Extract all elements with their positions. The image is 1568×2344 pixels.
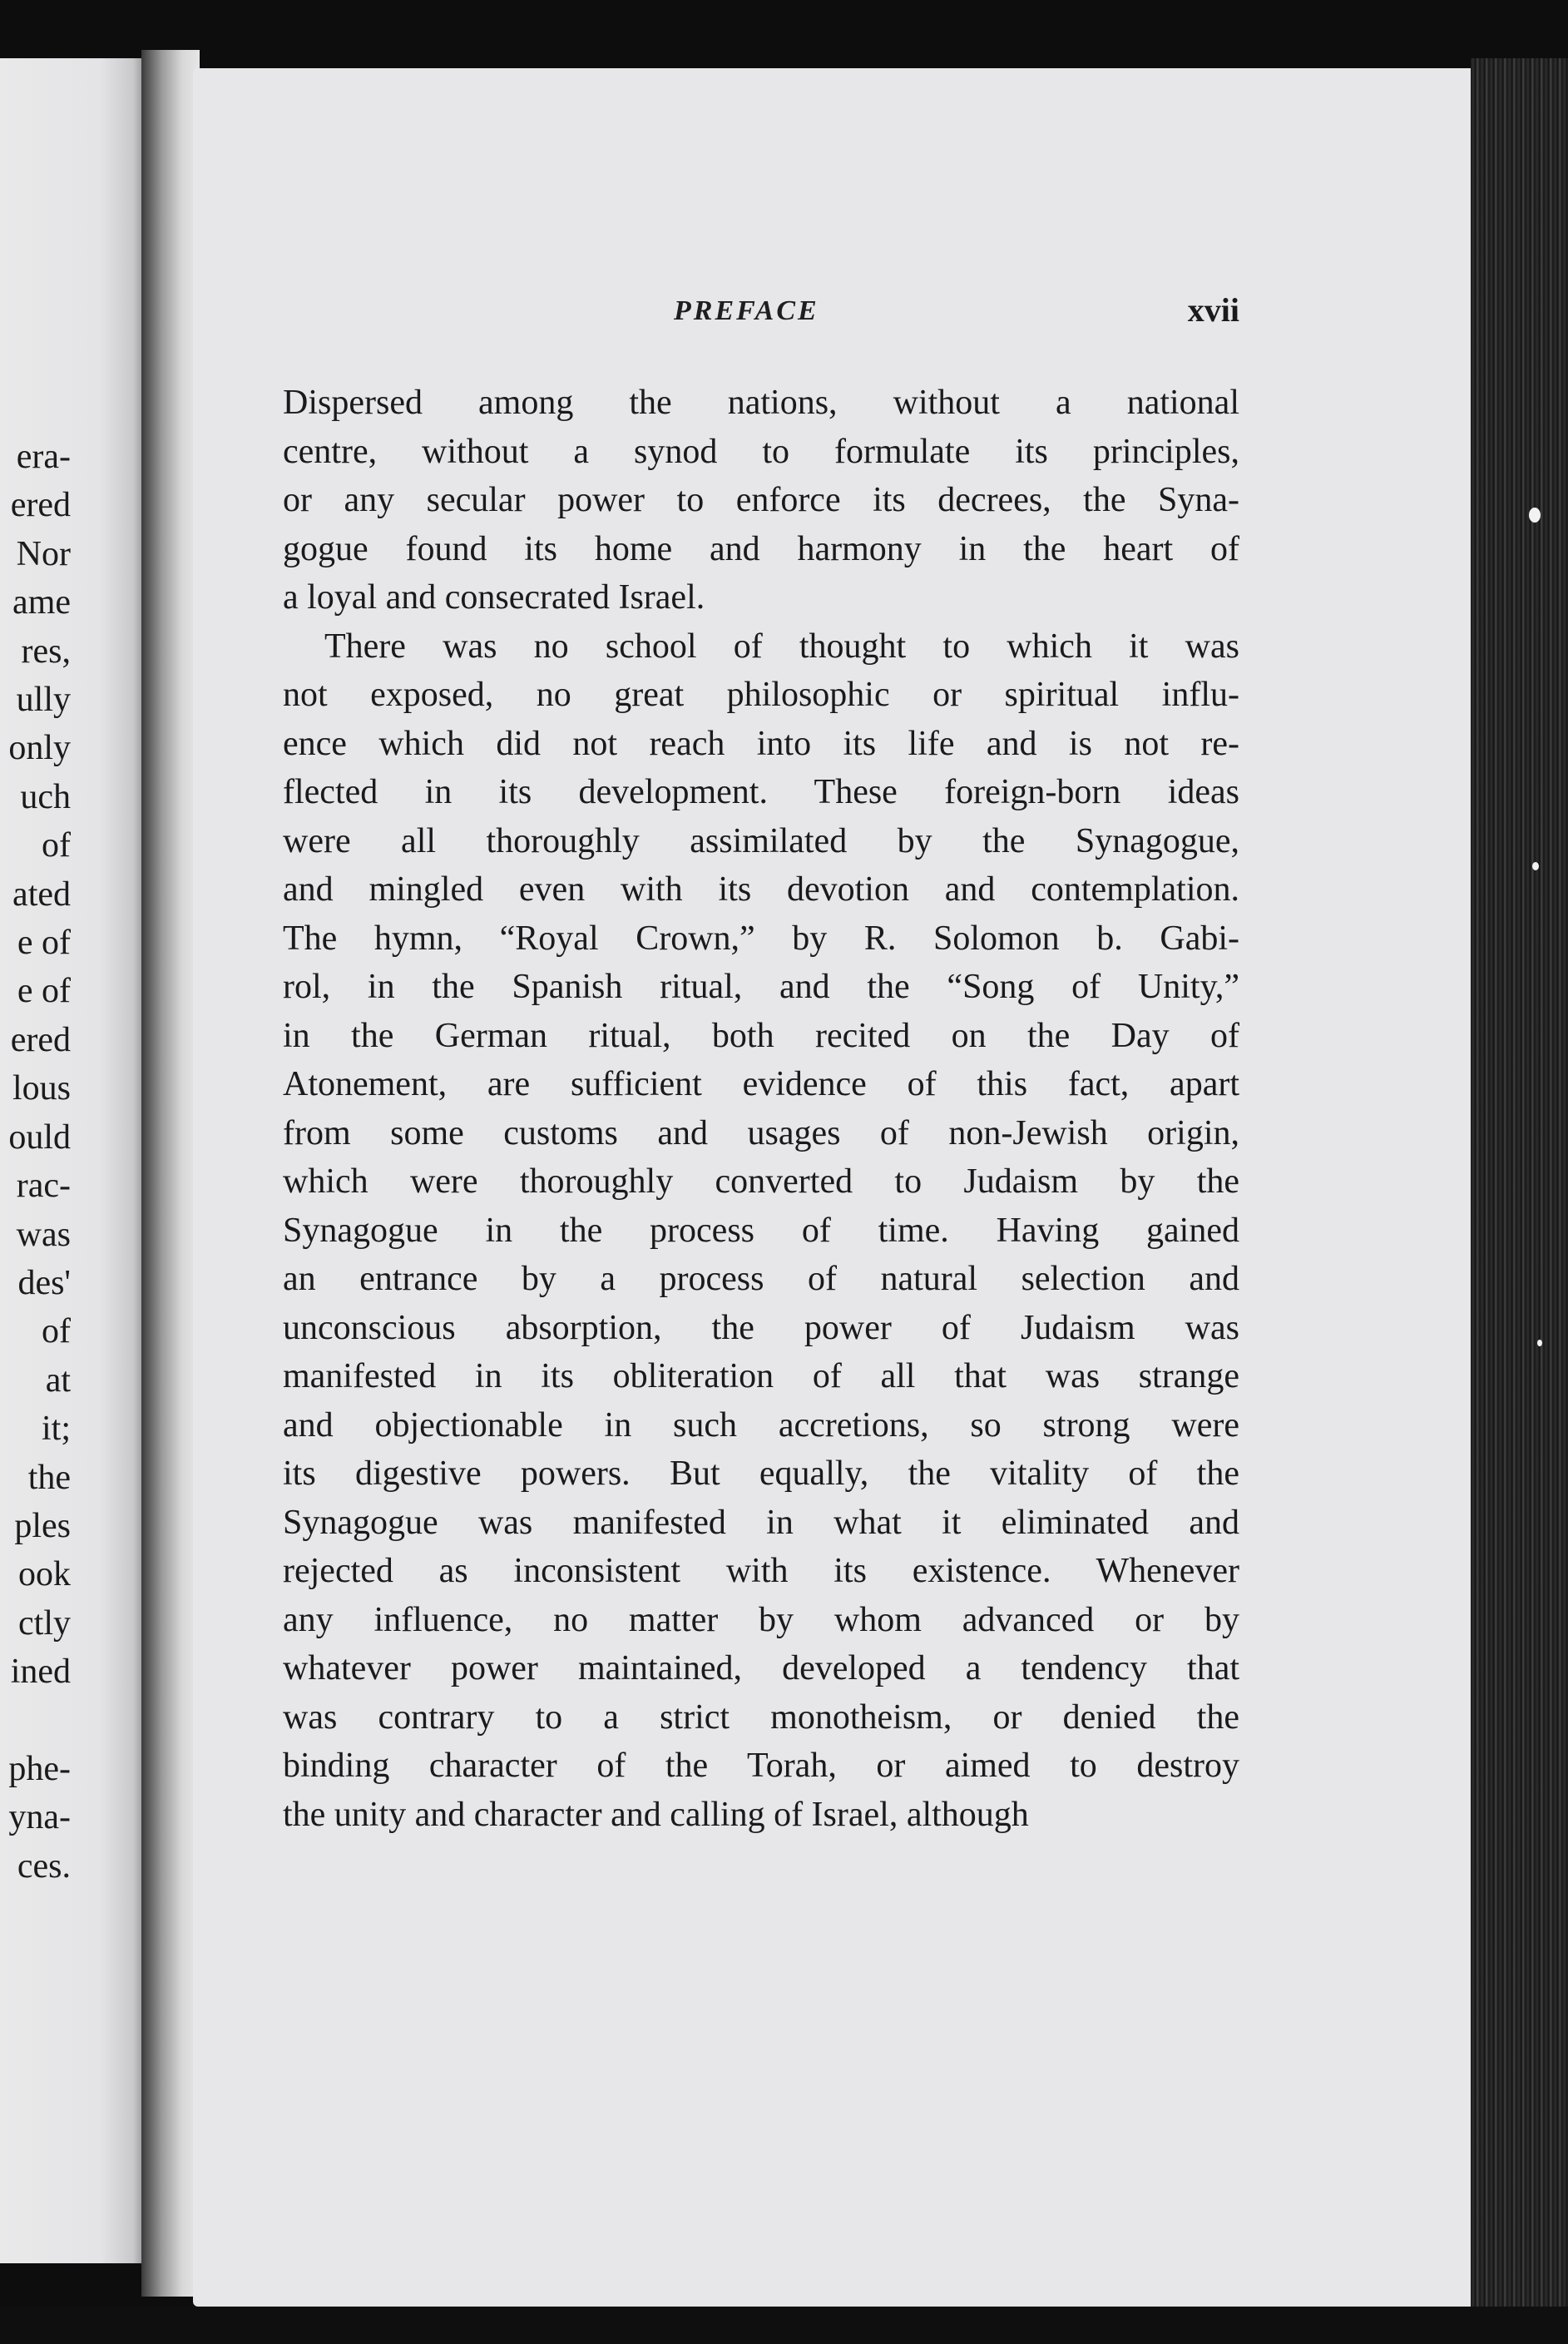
left-page-line-fragment: ame: [12, 583, 71, 622]
body-line: was contrary to a strict monotheism, or denied the: [283, 1697, 1239, 1737]
left-page-line-fragment: era-: [16, 438, 71, 476]
scan-speck: [1537, 1340, 1542, 1346]
left-page-line-fragment: of: [42, 826, 71, 865]
body-line: binding character of the Torah, or aimed to destroy: [283, 1747, 1239, 1785]
page-number: xvii: [1187, 291, 1239, 329]
left-page-line-fragment: e of: [17, 924, 71, 963]
body-line: the unity and character and calling of Israel, although: [283, 1795, 1029, 1834]
left-page-line-fragment: [0, 1697, 71, 1745]
body-line: Dispersed among the nations, without a national: [283, 384, 1239, 422]
scan-bottom-border: [0, 2307, 1568, 2344]
left-page-line-fragment: ered: [10, 486, 71, 525]
body-line: were all thoroughly assimilated by the Synagogue,: [283, 821, 1239, 860]
left-page-line-fragment: ook: [18, 1555, 71, 1594]
running-head: [283, 291, 1239, 337]
scan-speck: [1529, 508, 1541, 523]
left-page-line-fragment: ples: [14, 1506, 71, 1545]
left-page-line-fragment: was: [16, 1215, 71, 1254]
left-page-line-fragment: e of: [17, 972, 71, 1011]
body-line: manifested in its obliteration of all that was strange: [283, 1357, 1239, 1395]
body-line: a loyal and consecrated Israel.: [283, 578, 705, 617]
left-page-line-fragment: only: [8, 729, 71, 768]
body-line: and mingled even with its devotion and contemplation.: [283, 870, 1239, 909]
body-line: The hymn, “Royal Crown,” by R. Solomon b. Gabi-: [283, 919, 1239, 958]
body-line: unconscious absorption, the power of Judaism was: [283, 1308, 1239, 1347]
body-line: any influence, no matter by whom advanced or by: [283, 1600, 1239, 1639]
body-line: rejected as inconsistent with its existence. Whenever: [283, 1552, 1239, 1590]
body-line: ence which did not reach into its life and is not re-: [283, 724, 1239, 763]
left-page-line-fragment: ered: [10, 1020, 71, 1059]
left-page-line-fragment: at: [45, 1360, 71, 1400]
left-page-line-fragment: ined: [10, 1653, 71, 1692]
body-line: or any secular power to enforce its decrees, the Syna-: [283, 481, 1239, 519]
body-line: flected in its development. These foreign-born ideas: [283, 773, 1239, 811]
left-page-line-fragment: yna-: [8, 1798, 71, 1837]
left-page-line-fragment: phe-: [8, 1749, 71, 1788]
left-page-line-fragment: rac-: [16, 1167, 71, 1206]
body-line: from some customs and usages of non-Jewish origin,: [283, 1113, 1239, 1152]
body-line: an entrance by a process of natural selection and: [283, 1260, 1239, 1298]
body-line: which were thoroughly converted to Judaism by the: [283, 1162, 1239, 1201]
left-page-line-fragment: des': [17, 1263, 71, 1302]
left-page-text-fragments: [0, 433, 71, 1891]
left-page-line-fragment: ces.: [17, 1846, 71, 1886]
book-gutter-shadow: [141, 50, 200, 2297]
left-page-line-fragment: res,: [21, 632, 71, 671]
body-line: gogue found its home and harmony in the heart of: [283, 529, 1239, 568]
left-page-line-fragment: ully: [16, 681, 71, 720]
left-page-line-fragment: ated: [12, 875, 71, 914]
left-page-line-fragment: uch: [20, 777, 71, 816]
page-block-edge: [1471, 58, 1568, 2344]
body-line: its digestive powers. But equally, the vitality of the: [283, 1454, 1239, 1493]
left-page-line-fragment: it;: [41, 1410, 71, 1449]
body-line: Synagogue was manifested in what it eliminated and: [283, 1503, 1239, 1542]
body-line: Synagogue in the process of time. Having gained: [283, 1211, 1239, 1250]
running-head-title: PREFACE: [674, 295, 819, 326]
body-line: in the German ritual, both recited on the Day of: [283, 1016, 1239, 1055]
left-page-line-fragment: lous: [12, 1069, 71, 1108]
body-line: and objectionable in such accretions, so strong were: [283, 1405, 1239, 1445]
left-page-line-fragment: of: [42, 1312, 71, 1351]
left-page-line-fragment: the: [27, 1458, 71, 1497]
body-line: centre, without a synod to formulate its principles,: [283, 432, 1239, 471]
left-page-line-fragment: Nor: [16, 534, 71, 573]
body-line: Atonement, are sufficient evidence of this fact, apart: [283, 1065, 1239, 1103]
left-page-line-fragment: ould: [8, 1117, 71, 1157]
body-text: [283, 379, 1239, 1839]
body-line: There was no school of thought to which it was: [324, 627, 1239, 666]
scan-speck: [1532, 862, 1539, 870]
body-line: rol, in the Spanish ritual, and the “Song of Unity,”: [283, 968, 1239, 1006]
body-line: not exposed, no great philosophic or spiritual influ-: [283, 676, 1239, 714]
left-page-line-fragment: ctly: [18, 1603, 71, 1643]
body-line: whatever power maintained, developed a tendency that: [283, 1649, 1239, 1687]
